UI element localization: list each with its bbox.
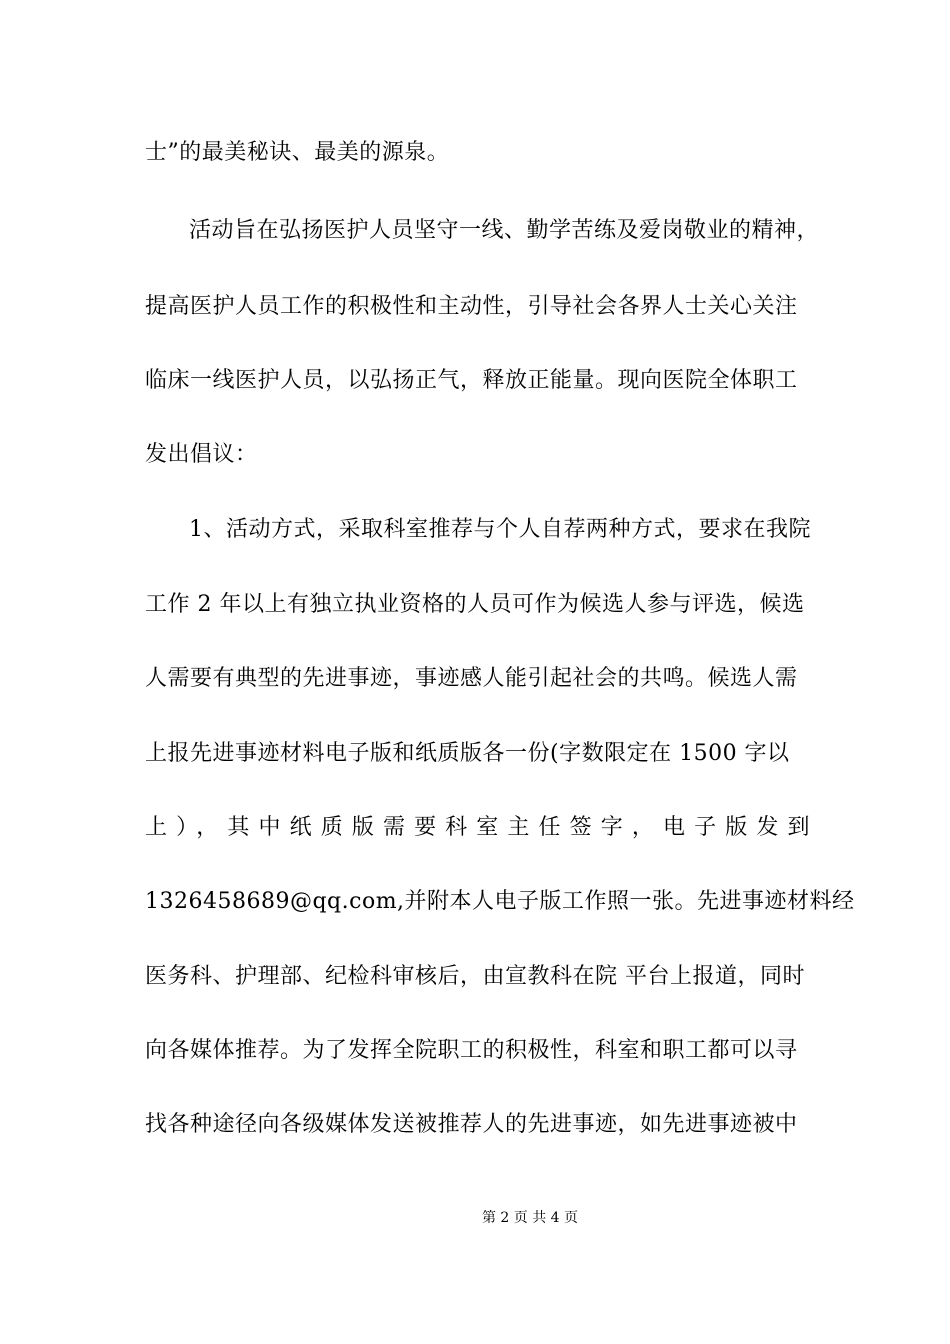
paragraph-line: 临床一线医护人员，以弘扬正气，释放正能量。现向医院全体职工 <box>145 368 798 393</box>
paragraph-line: 上），其中纸质版需要科室主任签字，电子版发到 <box>145 815 810 840</box>
paragraph-line: 向各媒体推荐。为了发挥全院职工的积极性，科室和职工都可以寻 <box>145 1038 798 1063</box>
paragraph-line: 提高医护人员工作的积极性和主动性，引导社会各界人士关心关注 <box>145 294 798 319</box>
paragraph-line: 工作 2 年以上有独立执业资格的人员可作为候选人参与评选，候选 <box>145 592 805 617</box>
paragraph-line: 1326458689@qq.com,并附本人电子版工作照一张。先进事迹材料经 <box>145 889 855 914</box>
page-number-footer: 第 2 页 共 4 页 <box>481 1210 579 1226</box>
paragraph-line: 士”的最美秘诀、最美的源泉。 <box>145 140 450 165</box>
paragraph-line: 人需要有典型的先进事迹，事迹感人能引起社会的共鸣。候选人需 <box>145 666 798 691</box>
paragraph-line: 1、活动方式，采取科室推荐与个人自荐两种方式，要求在我院 <box>189 517 811 542</box>
paragraph-line: 找各种途径向各级媒体发送被推荐人的先进事迹，如先进事迹被中 <box>145 1112 798 1137</box>
paragraph-line: 医务科、护理部、纪检科审核后，由宣教科在院 平台上报道，同时 <box>145 964 805 989</box>
paragraph-line: 发出倡议： <box>145 442 258 467</box>
paragraph-line: 上报先进事迹材料电子版和纸质版各一份(字数限定在 1500 字以 <box>145 741 790 766</box>
paragraph-line: 活动旨在弘扬医护人员坚守一线、勤学苦练及爱岗敬业的精神， <box>189 218 820 243</box>
